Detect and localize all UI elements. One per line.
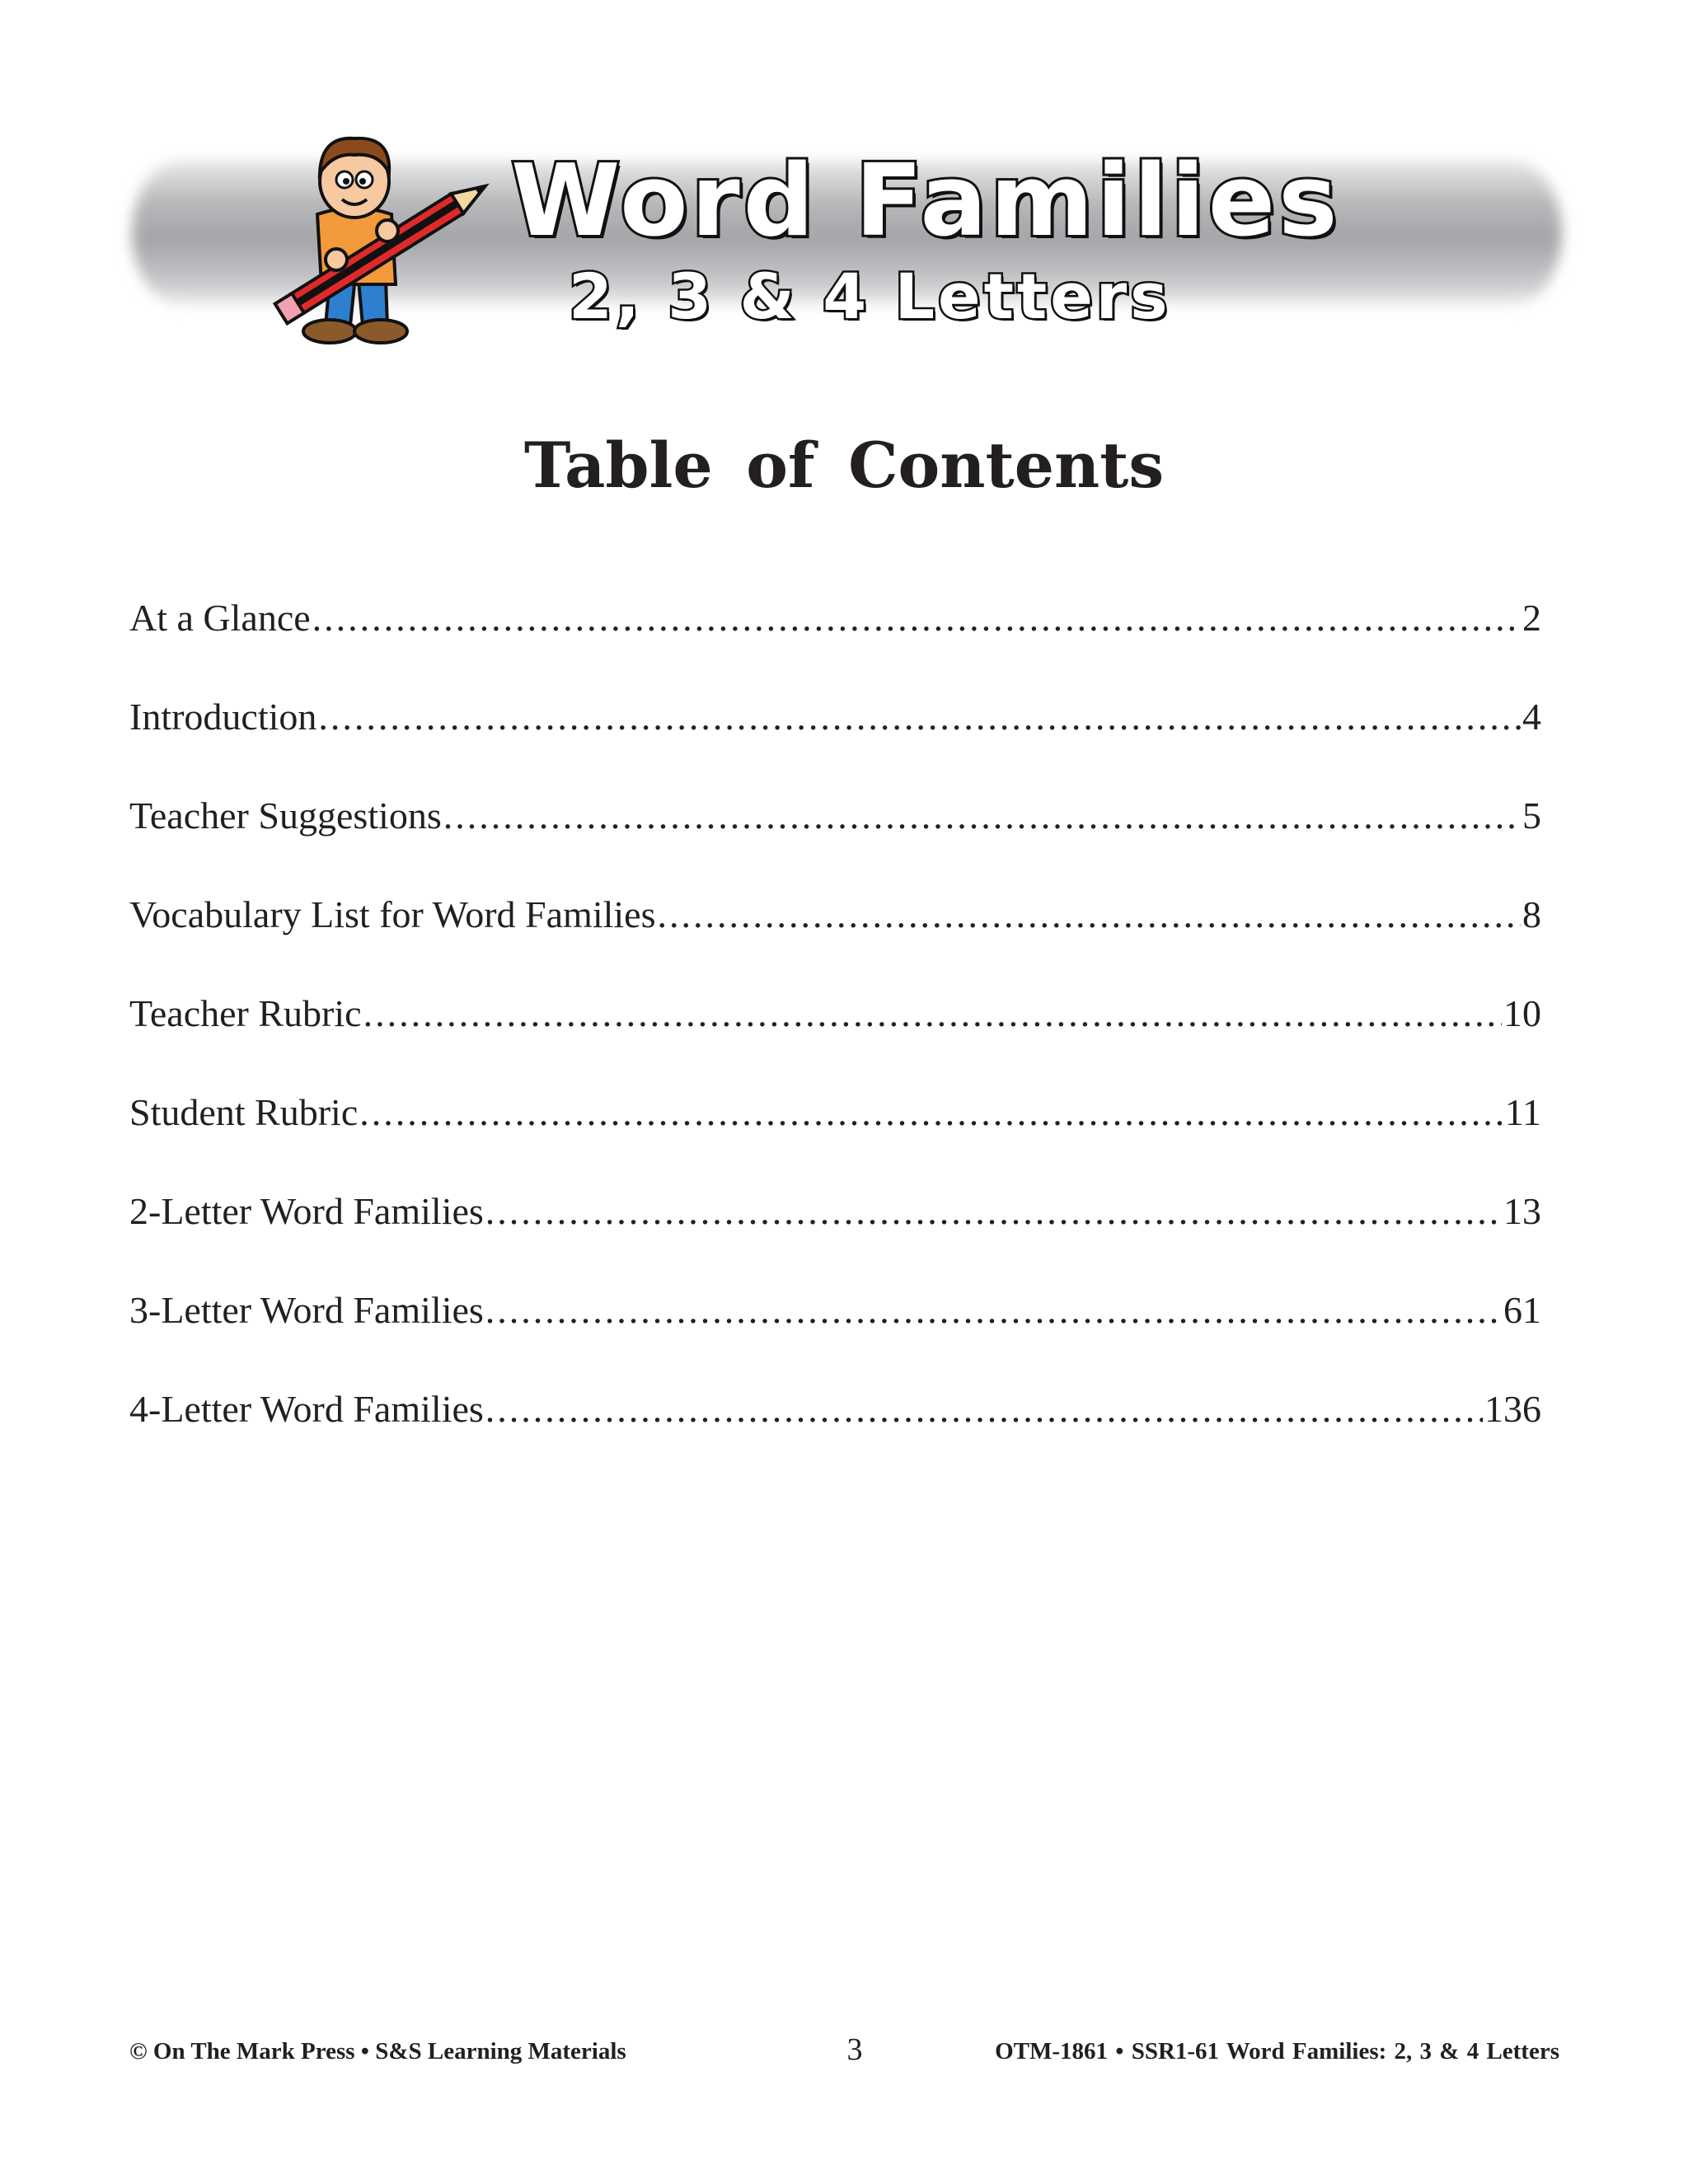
dot-leader — [485, 1286, 1502, 1335]
table-of-contents — [129, 593, 1541, 1483]
footer-copyright: © On The Mark Press • S&S Learning Materials — [129, 2038, 626, 2064]
toc-entry[interactable] — [129, 890, 1541, 989]
toc-entry[interactable] — [129, 989, 1541, 1088]
toc-entry-title: Student Rubric — [129, 1091, 359, 1133]
toc-entry[interactable] — [129, 692, 1541, 791]
dot-leader — [363, 989, 1502, 1038]
toc-entry-page: 4 — [1522, 696, 1541, 738]
toc-entry-title: 4-Letter Word Families — [129, 1388, 484, 1430]
toc-entry-page: 2 — [1522, 597, 1541, 639]
toc-entry-title: Teacher Suggestions — [129, 794, 442, 837]
toc-entry[interactable] — [129, 1286, 1541, 1385]
page-footer — [129, 2032, 1559, 2073]
toc-entry-page: 11 — [1504, 1091, 1541, 1133]
toc-entry-title: Vocabulary List for Word Families — [129, 893, 656, 935]
dot-leader — [443, 791, 1521, 841]
toc-entry[interactable] — [129, 1088, 1541, 1187]
toc-entry[interactable] — [129, 1385, 1541, 1483]
banner-subtitle: 2, 3 & 4 Letters — [569, 260, 1171, 333]
toc-entry[interactable] — [129, 593, 1541, 692]
toc-entry-page: 136 — [1484, 1388, 1541, 1430]
dot-leader — [485, 1187, 1502, 1236]
dot-leader — [658, 890, 1522, 940]
dot-leader — [318, 692, 1521, 742]
footer-page-number: 3 — [846, 2032, 863, 2067]
toc-entry-title: Teacher Rubric — [129, 992, 362, 1034]
toc-entry[interactable] — [129, 791, 1541, 890]
toc-entry-page: 10 — [1503, 992, 1541, 1034]
header-banner — [0, 0, 1688, 363]
toc-entry[interactable] — [129, 1187, 1541, 1286]
toc-entry-page: 13 — [1503, 1190, 1541, 1232]
boy-holding-pencil-icon — [272, 124, 519, 354]
toc-entry-title: At a Glance — [129, 597, 311, 639]
toc-entry-title: 3-Letter Word Families — [129, 1289, 484, 1331]
dot-leader — [485, 1385, 1483, 1434]
toc-entry-title: 2-Letter Word Families — [129, 1190, 484, 1232]
toc-entry-page: 61 — [1503, 1289, 1541, 1331]
page-title: Table of Contents — [523, 429, 1165, 502]
toc-entry-page: 5 — [1522, 794, 1541, 837]
toc-entry-page: 8 — [1522, 893, 1541, 935]
dot-leader — [359, 1088, 1503, 1137]
footer-product-code: OTM-1861 • SSR1-61 Word Families: 2, 3 & 4 Letters — [995, 2038, 1559, 2064]
dot-leader — [312, 593, 1521, 643]
toc-entry-title: Introduction — [129, 696, 317, 738]
banner-title: Word Families — [511, 144, 1341, 259]
